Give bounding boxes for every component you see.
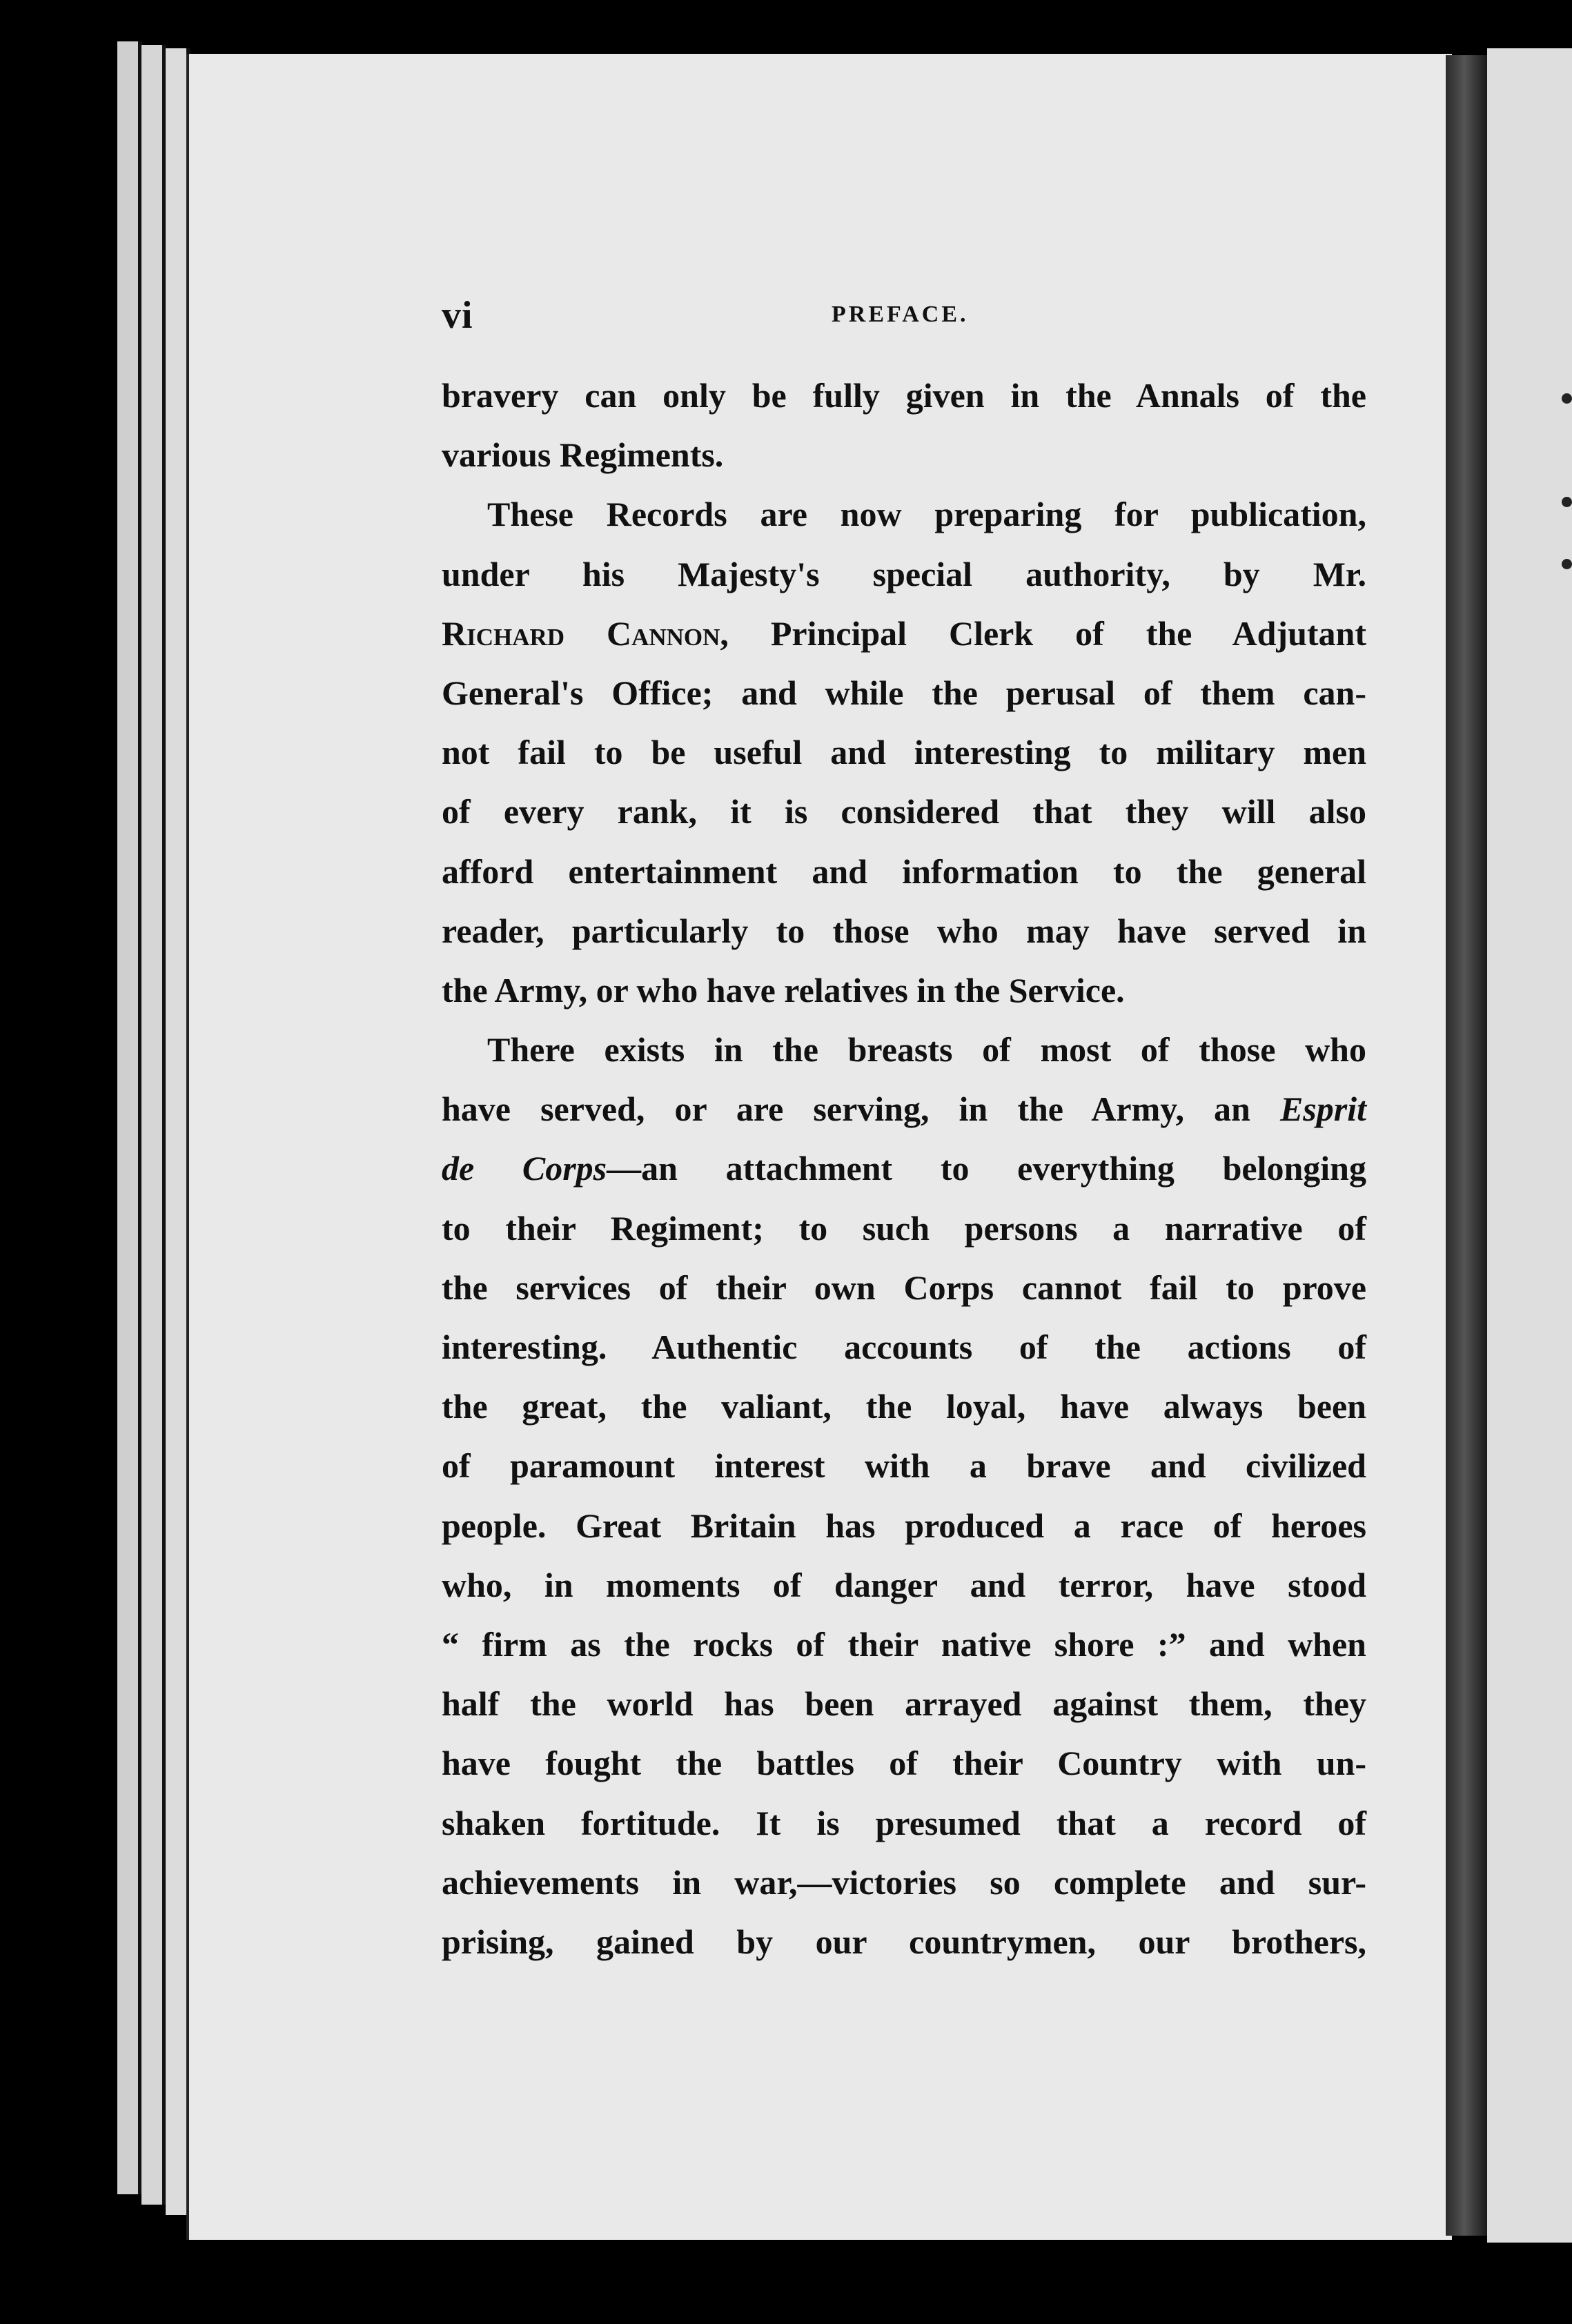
author-name: Richard Cannon, [442, 613, 729, 653]
text-line: “ firm as the rocks of their native shore :” and when [442, 1624, 1366, 1664]
page-edge [117, 41, 142, 2194]
text-line: not fail to be useful and interesting to military men [442, 733, 1366, 772]
page-gutter-shadow [1446, 55, 1487, 2236]
text-line: These Records are now preparing for publication, [487, 495, 1366, 534]
italic-term: Esprit [1279, 1090, 1366, 1129]
text-line: General's Office; and while the perusal of them can- [442, 673, 1366, 712]
text-line: to their Regiment; to such persons a narrative of [442, 1208, 1366, 1248]
text-line: have fought the battles of their Country with un- [442, 1744, 1366, 1783]
page-header [442, 293, 1366, 342]
text-line: of paramount interest with a brave and civilized [442, 1446, 1366, 1486]
text-line: afford entertainment and information to the general [442, 851, 1366, 891]
text-fragment: Principal Clerk of the Adjutant [728, 613, 1366, 653]
text-line [442, 1079, 1366, 1139]
italic-term: de Corps [442, 1149, 607, 1188]
text-line: people. Great Britain has produced a race of heroes [442, 1506, 1366, 1545]
ink-mark [1562, 497, 1572, 507]
text-line: various Regiments. [442, 435, 724, 475]
text-line: achievements in war,—victories so complete and sur- [442, 1862, 1366, 1902]
ink-mark [1562, 559, 1572, 569]
text-line [442, 604, 1366, 663]
text-line: the Army, or who have relatives in the Service. [442, 970, 1125, 1010]
text-line: bravery can only be fully given in the Annals of the [442, 376, 1366, 415]
text-line: under his Majesty's special authority, by Mr. [442, 554, 1366, 593]
text-line: prising, gained by our countrymen, our brothers, [442, 1922, 1366, 1961]
page-number: vi [442, 294, 473, 337]
facing-page-edge [1487, 48, 1572, 2243]
text-line: of every rank, it is considered that they will also [442, 792, 1366, 831]
text-line: who, in moments of danger and terror, have stood [442, 1565, 1366, 1604]
page-edge [141, 45, 166, 2205]
text-line: the services of their own Corps cannot fail to prove [442, 1268, 1366, 1307]
text-line: There exists in the breasts of most of those who [487, 1030, 1366, 1070]
text-line: interesting. Authentic accounts of the actions of [442, 1328, 1366, 1366]
ink-mark [1562, 393, 1572, 404]
text-line [442, 1139, 1366, 1198]
text-line: the great, the valiant, the loyal, have always been [442, 1387, 1366, 1426]
text-line: reader, particularly to those who may have served in [442, 911, 1366, 950]
text-fragment: have served, or are serving, in the Army, an [442, 1090, 1280, 1129]
text-line: half the world has been arrayed against them, they [442, 1684, 1366, 1724]
running-head: PREFACE. [832, 302, 969, 327]
body-text [442, 366, 1366, 1971]
text-fragment: —an attachment to everything belonging [607, 1149, 1366, 1188]
text-line: shaken fortitude. It is presumed that a record of [442, 1803, 1366, 1842]
